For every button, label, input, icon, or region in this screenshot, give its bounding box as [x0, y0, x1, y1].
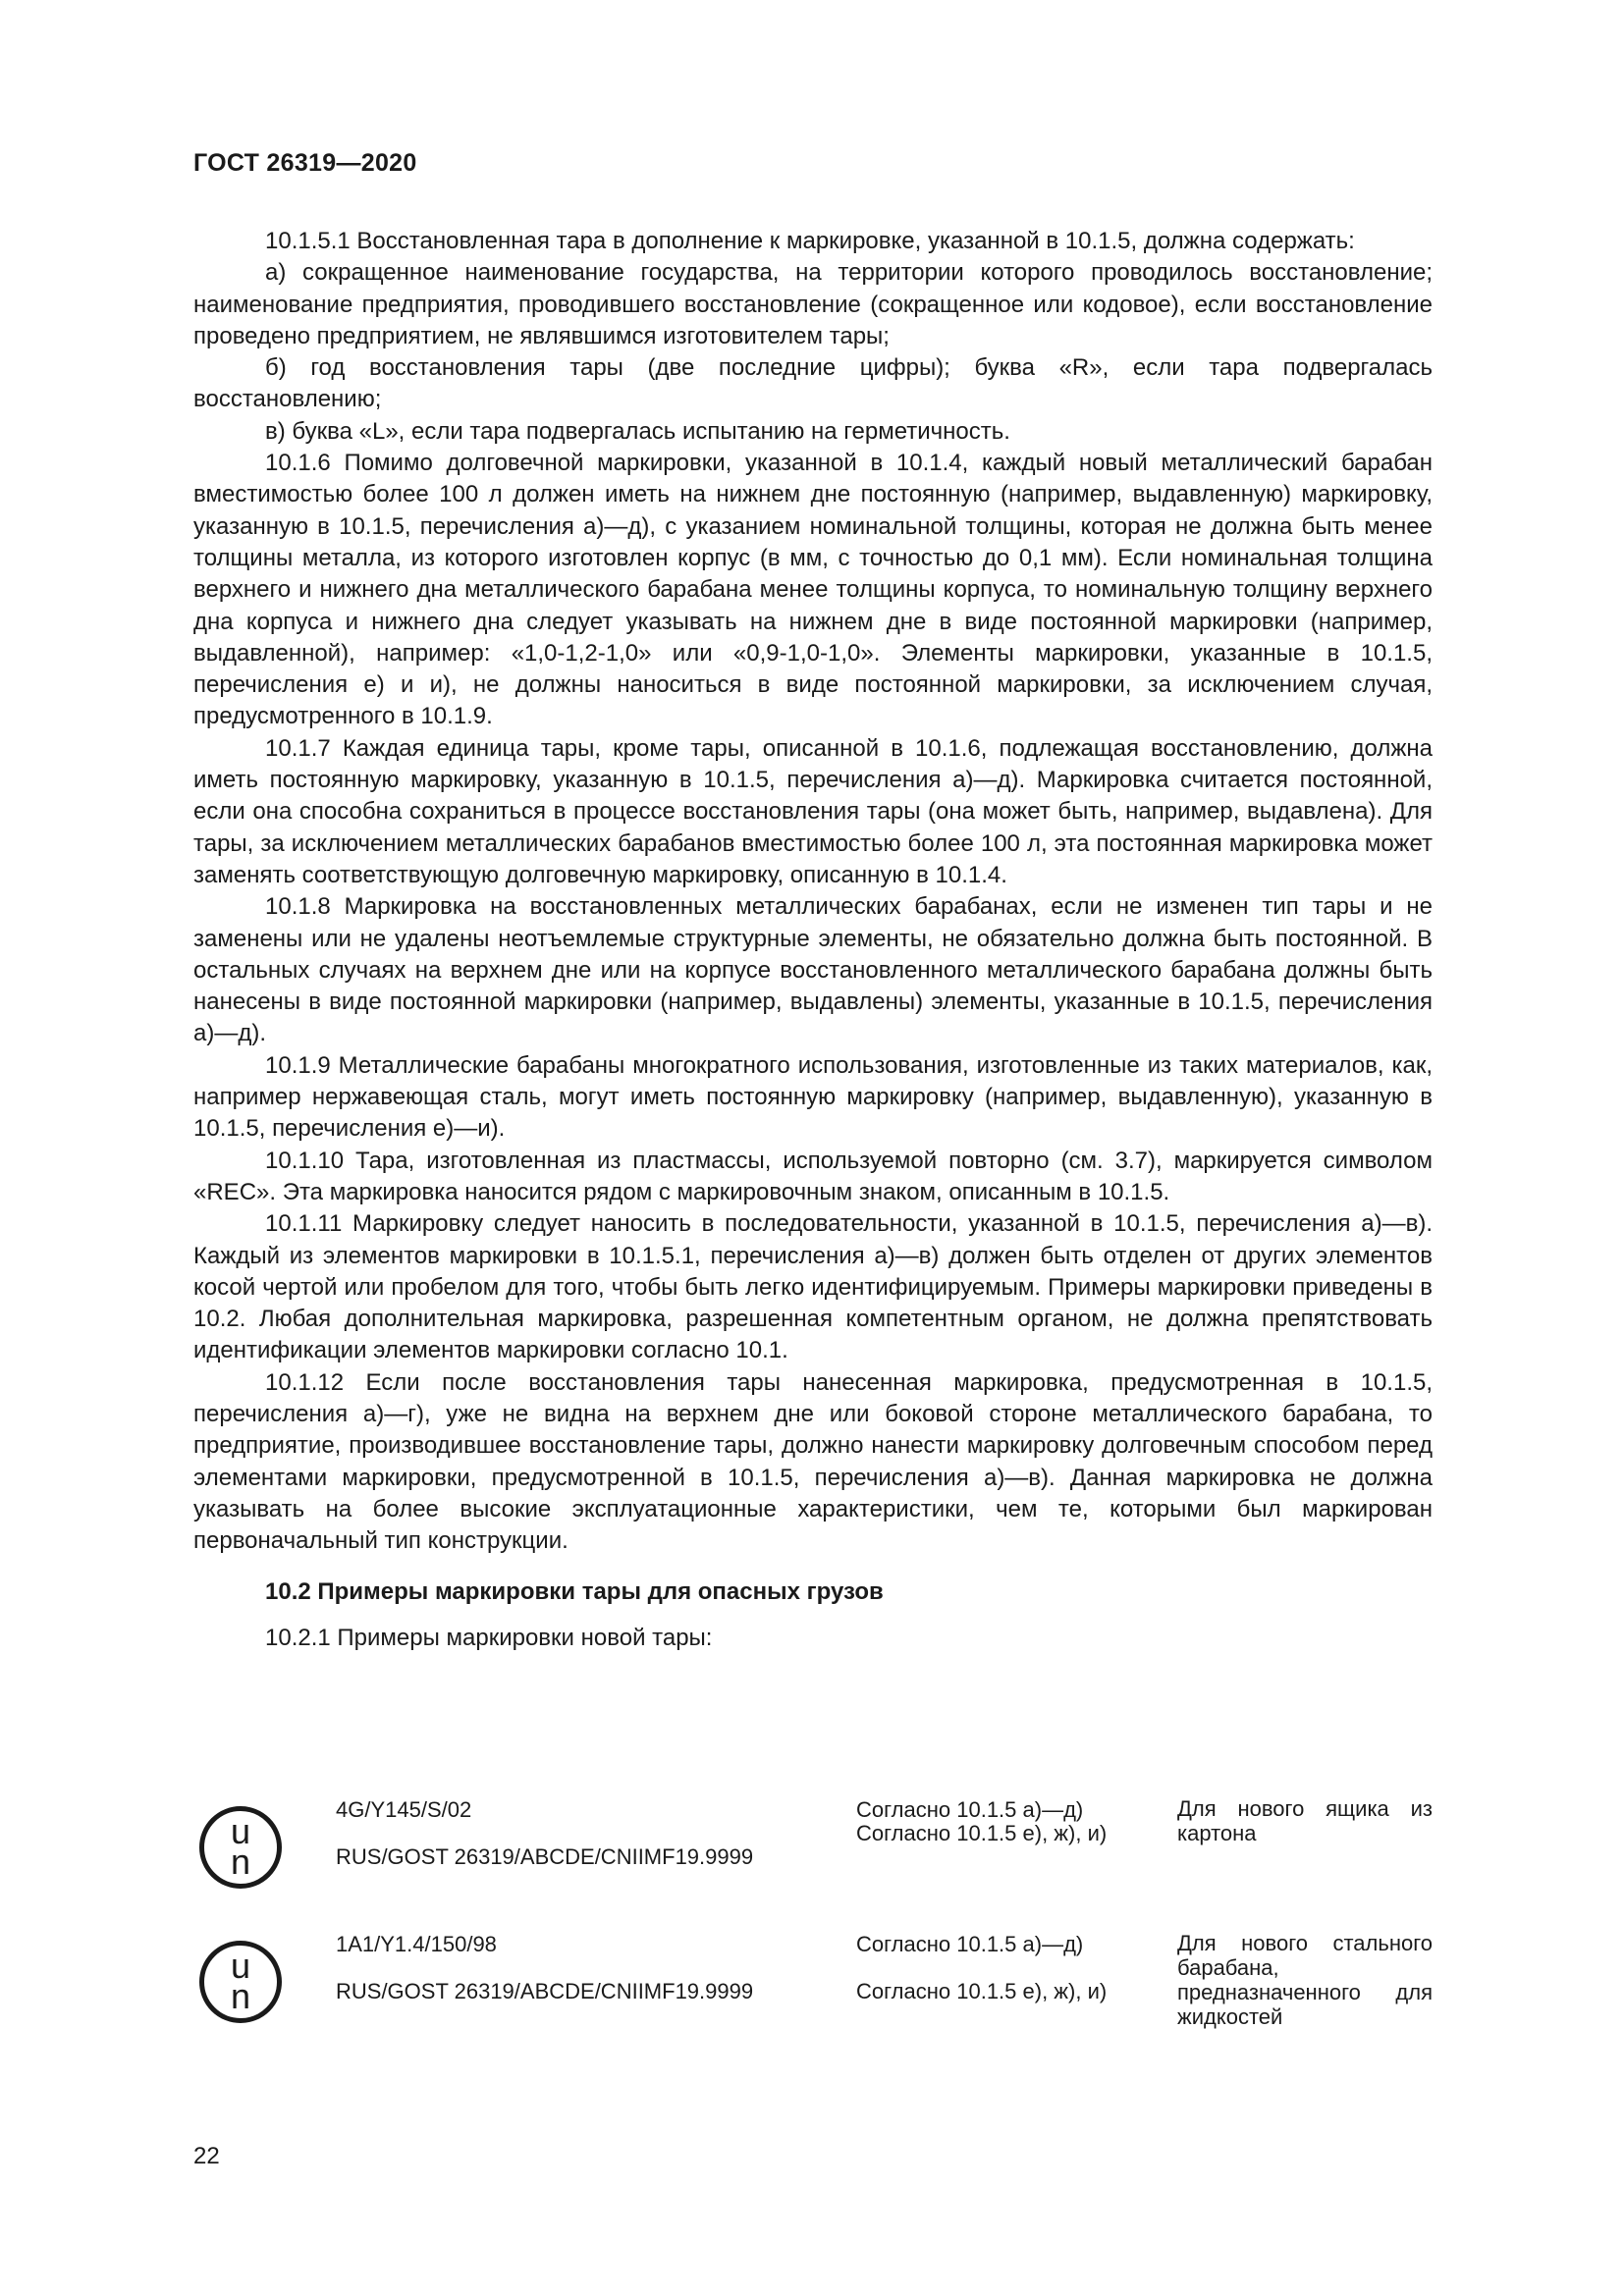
- un-symbol-glyph: [204, 1946, 277, 2018]
- paragraph-10-1-11: 10.1.11 Маркировку следует наносить в последовательности, указанной в 10.1.5, перечисления а)—в). Каждый из элементов маркировки в 10.1.5.1, перечисления а)—в) должен быть отделен от других элементов косой чертой или пробелом для того, чтобы быть легко идентифицируемым. Примеры маркировки приведены в 10.2. Любая дополнительная маркировка, разрешенная компетентным органом, не должна препятствовать идентификации элементов маркировки согласно 10.1.: [193, 1210, 1433, 1364]
- un-symbol-glyph: [204, 1811, 277, 1884]
- un-symbol-n: n: [230, 1976, 251, 2016]
- marking-example: [193, 1796, 1433, 1931]
- section-title-10-2: 10.2 Примеры маркировки тары для опасных грузов: [265, 1578, 884, 1606]
- body-text: [193, 226, 1433, 1654]
- list-item-b: б) год восстановления тары (две последние цифры); буква «R», если тара подвергалась восстановлению;: [193, 354, 1433, 413]
- un-packaging-symbol-icon: [199, 1806, 282, 1889]
- marking-description: Для нового стального барабана, предназначенного для жидкостей: [1177, 1931, 1433, 2029]
- standard-header: ГОСТ 26319—2020: [193, 149, 417, 177]
- marking-code-line1: 1A1/Y1.4/150/98: [336, 1932, 497, 1956]
- section-intro-10-2-1: 10.2.1 Примеры маркировки новой тары:: [265, 1624, 713, 1651]
- paragraph-10-1-6: 10.1.6 Помимо долговечной маркировки, указанной в 10.1.4, каждый новый металлический барабан вместимостью более 100 л должен иметь на нижнем дне постоянную (например, выдавленную) маркировку, указанную в 10.1.5, перечисления а)—д), с указанием номинальной толщины, которая не должна быть менее толщины металла, из которого изготовлен корпус (в мм, с точностью до 0,1 мм). Если номинальная толщина верхнего и нижнего дна металлического барабана менее толщины корпуса, то номинальную толщину верхнего дна корпуса и нижнего дна следует указывать на нижнем дне в виде постоянной маркировки (например, выдавленной), например: «1,0-1,2-1,0» или «0,9-1,0-1,0». Элементы маркировки, указанные в 10.1.5, перечисления е) и и), не должны наноситься в виде постоянной маркировки, за исключением случая, предусмотренного в 10.1.9.: [193, 450, 1433, 730]
- paragraph-10-1-7: 10.1.7 Каждая единица тары, кроме тары, описанной в 10.1.6, подлежащая восстановлению, должна иметь постоянную маркировку, указанную в 10.1.5, перечисления а)—д). Маркировка считается постоянной, если она способна сохраниться в процессе восстановления тары (она может быть, например, выдавлена). Для тары, за исключением металлических барабанов вместимостью более 100 л, эта постоянная маркировка может заменять соответствующую долговечную маркировку, описанную в 10.1.4.: [193, 734, 1433, 888]
- paragraph-10-1-12: 10.1.12 Если после восстановления тары нанесенная маркировка, предусмотренная в 10.1.5, перечисления а)—г), уже не видна на верхнем дне или боковой стороне металлического барабана, то предприятие, производившее восстановление тары, должно нанести маркировку долговечным способом перед элементами маркировки, предусмотренной в 10.1.5, перечисления а)—в). Данная маркировка не должна указывать на более высокие эксплуатационные характеристики, чем те, которыми был маркирован первоначальный тип конструкции.: [193, 1368, 1433, 1555]
- marking-code-line2: RUS/GOST 26319/ABCDE/CNIIMF19.9999: [336, 1844, 754, 1869]
- marking-examples: [193, 1796, 1433, 2065]
- un-packaging-symbol-icon: [199, 1941, 282, 2023]
- un-symbol-u: u: [230, 1811, 251, 1851]
- marking-code-line1: 4G/Y145/S/02: [336, 1797, 472, 1822]
- list-item-a: а) сокращенное наименование государства, на территории которого проводилось восстановление; наименование предприятия, проводившего восстановление (сокращенное или кодовое), если восстановление проведено предприятием, не являвшимся изготовителем тары;: [193, 259, 1433, 349]
- marking-reference-line2: Согласно 10.1.5 е), ж), и): [856, 1979, 1108, 2003]
- marking-reference-line1: Согласно 10.1.5 а)—д): [856, 1797, 1084, 1822]
- paragraph-10-1-10: 10.1.10 Тара, изготовленная из пластмассы, используемой повторно (см. 3.7), маркируется символом «REC». Эта маркировка наносится рядом с маркировочным знаком, описанным в 10.1.5.: [193, 1147, 1433, 1205]
- marking-example: [193, 1931, 1433, 2065]
- un-symbol-n: n: [230, 1842, 251, 1882]
- paragraph-10-1-8: 10.1.8 Маркировка на восстановленных металлических барабанах, если не изменен тип тары и не заменены или не удалены неотъемлемые структурные элементы, не обязательно должна быть постоянной. В остальных случаях на верхнем дне или на корпусе восстановленного металлического барабана должны быть нанесены в виде постоянной маркировки (например, выдавлены) элементы, указанные в 10.1.5, перечисления а)—д).: [193, 893, 1433, 1047]
- list-item-v: в) буква «L», если тара подвергалась испытанию на герметичность.: [265, 417, 1010, 445]
- marking-reference-line2: Согласно 10.1.5 е), ж), и): [856, 1821, 1108, 1845]
- paragraph-10-1-5-1: 10.1.5.1 Восстановленная тара в дополнение к маркировке, указанной в 10.1.5, должна содержать:: [265, 228, 1355, 254]
- marking-description: Для нового ящика из картона: [1177, 1796, 1433, 1845]
- marking-code-line2: RUS/GOST 26319/ABCDE/CNIIMF19.9999: [336, 1979, 754, 2003]
- marking-reference-line1: Согласно 10.1.5 а)—д): [856, 1932, 1084, 1956]
- paragraph-10-1-9: 10.1.9 Металлические барабаны многократного использования, изготовленные из таких материалов, как, например нержавеющая сталь, могут иметь постоянную маркировку (например, выдавленную), указанную в 10.1.5, перечисления е)—и).: [193, 1051, 1433, 1143]
- un-symbol-u: u: [230, 1946, 251, 1986]
- page-number: 22: [193, 2143, 220, 2169]
